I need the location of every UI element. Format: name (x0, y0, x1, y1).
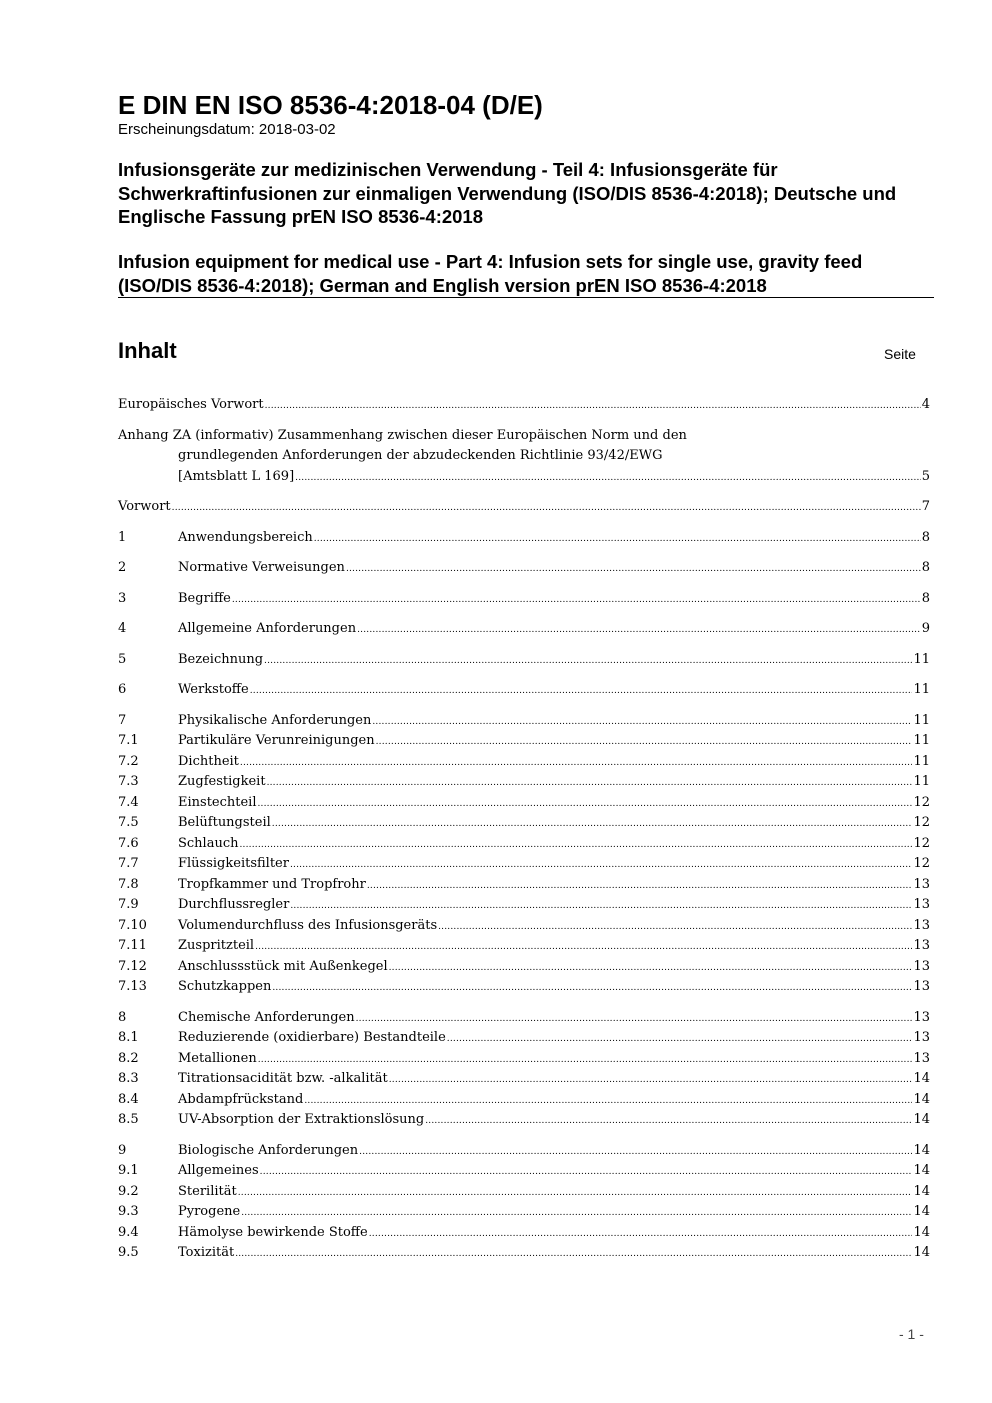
toc-leader-dots (372, 711, 912, 733)
toc-leader-dots (295, 467, 921, 489)
toc-entry-page: 12 (913, 794, 930, 810)
toc-entry-page: 13 (913, 1009, 930, 1025)
toc-entry-number: 9.1 (118, 1163, 139, 1178)
page-column-label: Seite (884, 346, 916, 362)
toc-entry-title: Bezeichnung (178, 651, 264, 667)
toc-entry-title: Einstechteil (178, 794, 257, 810)
toc-entry[interactable] (118, 680, 930, 701)
toc-entry-number: 9 (118, 1142, 127, 1158)
toc-entry-page: 11 (913, 774, 930, 789)
toc-entry[interactable] (118, 875, 930, 896)
toc-entry[interactable] (118, 619, 930, 640)
toc-entry-page: 13 (913, 1030, 930, 1045)
header-divider (118, 297, 934, 298)
toc-entry-number: 8 (118, 1009, 127, 1025)
toc-entry-title: Schutzkappen (178, 979, 272, 994)
toc-entry-number: 7.7 (118, 856, 139, 871)
toc-entry-number: 7.8 (118, 876, 139, 892)
toc-entry[interactable] (118, 497, 930, 518)
document-id: E DIN EN ISO 8536-4:2018-04 (D/E) (118, 90, 543, 120)
toc-entry-number: 4 (118, 621, 127, 636)
toc-leader-dots (264, 650, 912, 672)
toc-entry-title: Durchflussregler (178, 897, 290, 912)
toc-entry[interactable] (118, 558, 930, 579)
toc-leader-dots (356, 1008, 913, 1030)
toc-entry-title: Zugfestigkeit (178, 774, 266, 789)
toc-entry-title: Europäisches Vorwort (118, 397, 264, 412)
toc-entry-page: 9 (921, 621, 930, 636)
toc-entry-page: 14 (913, 1183, 930, 1199)
toc-leader-dots (290, 854, 912, 876)
toc-leader-dots (425, 1110, 912, 1132)
toc-entry-number: 7.4 (118, 794, 139, 810)
toc-entry-number: 6 (118, 682, 127, 697)
toc-leader-dots (240, 752, 913, 774)
toc-leader-dots (369, 1223, 913, 1245)
toc-entry-number: 1 (118, 529, 127, 545)
toc-leader-dots (290, 895, 912, 917)
toc-leader-dots (357, 619, 921, 641)
toc-leader-dots (314, 528, 921, 550)
toc-leader-dots (238, 1182, 913, 1204)
toc-entry[interactable] (118, 793, 930, 814)
toc-entry-page: 11 (913, 733, 930, 748)
toc-entry-title: Metallionen (178, 1050, 257, 1066)
toc-entry-title: Tropfkammer und Tropfrohr (178, 876, 366, 892)
toc-entry[interactable] (118, 1008, 930, 1029)
toc-entry-page: 13 (913, 897, 930, 912)
toc-entry-title: Normative Verweisungen (178, 560, 345, 575)
toc-leader-dots (359, 1141, 912, 1163)
toc-entry-number: 8.5 (118, 1112, 139, 1127)
toc-entry-page: 11 (913, 712, 930, 728)
toc-entry-title: Allgemeines (178, 1163, 259, 1178)
toc-entry-title: Zuspritzteil (178, 938, 255, 953)
toc-entry[interactable] (118, 957, 930, 978)
toc-entry-title: Chemische Anforderungen (178, 1009, 355, 1025)
toc-entry-page: 14 (913, 1163, 930, 1178)
toc-leader-dots (240, 834, 913, 856)
toc-entry-number: 7.10 (118, 917, 147, 933)
toc-leader-dots (389, 957, 913, 979)
toc-leader-dots (389, 1069, 913, 1091)
toc-entry-page: 14 (913, 1142, 930, 1158)
toc-entry-page: 12 (913, 835, 930, 851)
toc-entry[interactable] (118, 977, 930, 998)
toc-entry-number: 9.2 (118, 1183, 139, 1199)
toc-entry[interactable] (118, 1090, 930, 1111)
toc-entry[interactable] (118, 916, 930, 937)
annex-title-line-3-text: [Amtsblatt L 169] (178, 468, 295, 484)
toc-entry-title: Titrationsacidität bzw. -alkalität (178, 1071, 388, 1086)
toc-entry-title: Physikalische Anforderungen (178, 712, 372, 728)
toc-entry-title: Vorwort (118, 499, 171, 514)
toc-leader-dots (447, 1028, 913, 1050)
toc-entry-number: 7.1 (118, 733, 139, 748)
toc-entry[interactable] (118, 936, 930, 957)
toc-entry[interactable] (118, 752, 930, 773)
toc-entry-title: Reduzierende (oxidierbare) Bestandteile (178, 1030, 446, 1045)
toc-entry[interactable] (118, 1182, 930, 1203)
toc-entry-title: Biologische Anforderungen (178, 1142, 359, 1158)
toc-entry-page: 8 (921, 529, 930, 545)
toc-leader-dots (235, 1243, 912, 1265)
page-number: - 1 - (899, 1326, 924, 1342)
toc-entry-number: 9.5 (118, 1245, 139, 1260)
annex-title-line-1: Anhang ZA (informativ) Zusammenhang zwischen dieser Europäischen Norm und den (118, 427, 687, 443)
toc-leader-dots (376, 731, 913, 753)
toc-leader-dots (258, 793, 913, 815)
toc-entry-title: Abdampfrückstand (178, 1091, 304, 1107)
toc-leader-dots (272, 813, 913, 835)
toc-entry[interactable] (118, 650, 930, 671)
toc-leader-dots (304, 1090, 912, 1112)
toc-entry-title: Volumendurchfluss des Infusionsgeräts (178, 917, 438, 933)
annex-title-line-2: grundlegenden Anforderungen der abzudeckenden Richtlinie 93/42/EWG (178, 448, 663, 463)
toc-entry-page: 14 (913, 1224, 930, 1240)
toc-entry-title: Begriffe (178, 590, 231, 606)
toc-leader-dots (241, 1202, 912, 1224)
toc-entry-page: 14 (913, 1204, 930, 1219)
toc-entry[interactable] (118, 528, 930, 549)
toc-entry-page: 11 (913, 753, 930, 769)
toc-entry[interactable] (118, 1141, 930, 1162)
toc-leader-dots (260, 1161, 913, 1183)
toc-leader-dots (346, 558, 921, 580)
toc-entry-page: 13 (913, 938, 930, 953)
toc-entry-number: 8.1 (118, 1030, 139, 1045)
toc-entry-page: 13 (913, 917, 930, 933)
toc-entry[interactable] (118, 1049, 930, 1070)
toc-leader-dots (367, 875, 913, 897)
toc-entry-title: Toxizität (178, 1245, 235, 1260)
toc-entry-number: 8.4 (118, 1091, 139, 1107)
toc-entry-number: 9.3 (118, 1204, 139, 1219)
toc-leader-dots (265, 395, 921, 417)
toc-leader-dots (258, 1049, 913, 1071)
toc-entry-page: 13 (913, 958, 930, 974)
toc-entry[interactable] (118, 854, 930, 875)
toc-entry-title: Belüftungsteil (178, 815, 271, 830)
toc-entry-number: 7.2 (118, 753, 139, 769)
toc-entry[interactable] (118, 1243, 930, 1264)
table-of-contents (118, 395, 930, 1264)
toc-entry-page: 11 (913, 651, 930, 667)
toc-entry-page: 14 (913, 1091, 930, 1107)
toc-entry-title: UV-Absorption der Extraktionslösung (178, 1112, 425, 1127)
toc-entry-page: 12 (913, 815, 930, 830)
toc-entry-page: 13 (913, 876, 930, 892)
toc-entry[interactable] (118, 1028, 930, 1049)
toc-entry[interactable] (118, 895, 930, 916)
toc-leader-dots (267, 772, 913, 794)
toc-entry-number: 7.6 (118, 835, 139, 851)
toc-entry-title: Anwendungsbereich (178, 529, 313, 545)
toc-entry-number: 7.3 (118, 774, 139, 789)
toc-entry-title: Schlauch (178, 835, 239, 851)
toc-leader-dots (250, 680, 913, 702)
title-german: Infusionsgeräte zur medizinischen Verwendung - Teil 4: Infusionsgeräte für Schwerkraftinfusionen zur einmaligen Verwendung (ISO/DIS 8536-4:2018); Deutsche und Englische Fassung prEN ISO 8536-4:2018 (118, 159, 897, 227)
toc-entry[interactable] (118, 1161, 930, 1182)
toc-entry-page: 8 (921, 590, 930, 606)
toc-entry[interactable] (118, 772, 930, 793)
toc-entry-number: 7.5 (118, 815, 139, 830)
toc-entry-page: 13 (913, 979, 930, 994)
toc-leader-dots (255, 936, 912, 958)
toc-leader-dots (232, 589, 921, 611)
toc-entry-page: 11 (913, 682, 930, 697)
toc-entry-title: Partikuläre Verunreinigungen (178, 733, 375, 748)
toc-entry-title: Sterilität (178, 1183, 237, 1199)
toc-entry[interactable] (118, 731, 930, 752)
toc-entry-page: 7 (921, 499, 930, 514)
annex-title-line-3 (118, 467, 930, 488)
toc-entry-number: 8.2 (118, 1050, 139, 1066)
toc-entry-page: 8 (921, 560, 930, 575)
toc-entry[interactable] (118, 1202, 930, 1223)
toc-entry-number: 2 (118, 560, 127, 575)
toc-entry[interactable] (118, 813, 930, 834)
toc-leader-dots (172, 497, 921, 519)
toc-entry[interactable] (118, 1223, 930, 1244)
toc-entry-number: 9.4 (118, 1224, 139, 1240)
toc-entry-page: 5 (921, 468, 930, 484)
toc-entry-number: 7.11 (118, 938, 147, 953)
toc-entry[interactable] (118, 711, 930, 732)
toc-entry[interactable] (118, 589, 930, 610)
toc-entry-number: 5 (118, 651, 127, 667)
title-english: Infusion equipment for medical use - Part 4: Infusion sets for single use, gravity feed (ISO/DIS 8536-4:2018); German and English version prEN ISO 8536-4:2018 (118, 251, 863, 296)
toc-entry-page: 13 (913, 1050, 930, 1066)
toc-entry-number: 7 (118, 712, 127, 728)
toc-entry-page: 14 (913, 1245, 930, 1260)
toc-entry-title: Allgemeine Anforderungen (178, 621, 357, 636)
toc-entry-number: 3 (118, 590, 127, 606)
toc-entry-number: 7.13 (118, 979, 147, 994)
toc-entry-title: Hämolyse bewirkende Stoffe (178, 1224, 368, 1240)
toc-leader-dots (272, 977, 912, 999)
toc-entry-number: 8.3 (118, 1071, 139, 1086)
toc-entry-title: Dichtheit (178, 753, 239, 769)
toc-entry-title: Anschlussstück mit Außenkegel (178, 958, 388, 974)
toc-entry-title: Werkstoffe (178, 682, 249, 697)
toc-entry[interactable] (118, 1110, 930, 1131)
toc-entry[interactable] (118, 1069, 930, 1090)
toc-heading: Inhalt (118, 338, 177, 363)
toc-entry-title: Pyrogene (178, 1204, 241, 1219)
toc-entry-annex[interactable] (118, 426, 930, 488)
toc-leader-dots (438, 916, 912, 938)
toc-entry-title: Flüssigkeitsfilter (178, 856, 289, 871)
toc-entry-page: 14 (913, 1112, 930, 1127)
toc-entry[interactable] (118, 834, 930, 855)
publication-date: Erscheinungsdatum: 2018-03-02 (118, 121, 336, 138)
toc-entry-number: 7.9 (118, 897, 139, 912)
toc-entry-number: 7.12 (118, 958, 147, 974)
toc-entry-page: 12 (913, 856, 930, 871)
toc-entry-page: 4 (921, 397, 930, 412)
toc-entry[interactable] (118, 395, 930, 416)
toc-entry-page: 14 (913, 1071, 930, 1086)
